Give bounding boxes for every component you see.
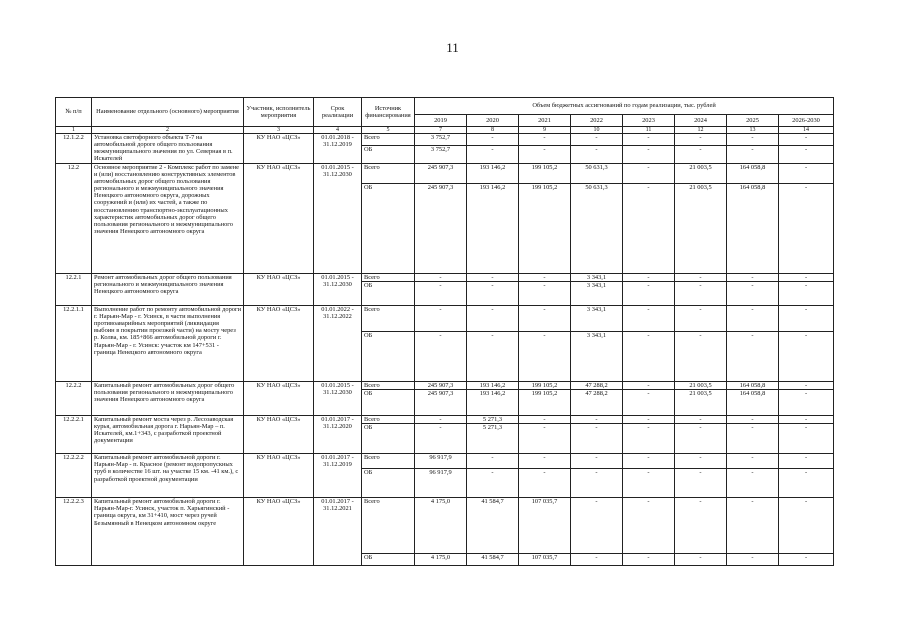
column-number: 12 (675, 127, 727, 134)
funding-source: Всего (362, 454, 415, 469)
column-number: 4 (314, 127, 362, 134)
amount-cell: 41 584,7 (467, 498, 519, 554)
amount-cell: - (727, 424, 779, 454)
amount-cell: 21 003,5 (675, 390, 727, 416)
header-year: 2020 (467, 115, 519, 127)
row-number: 12.2.2 (56, 382, 92, 416)
amount-cell: - (779, 146, 834, 164)
amount-cell: - (675, 282, 727, 306)
amount-cell: - (779, 306, 834, 332)
amount-cell: - (675, 554, 727, 566)
term: 01.01.2017 - 31.12.2021 (314, 498, 362, 566)
table-row (56, 498, 834, 554)
amount-cell: 107 035,7 (519, 554, 571, 566)
amount-cell: - (623, 469, 675, 498)
term: 01.01.2015 - 31.12.2030 (314, 164, 362, 274)
executor: КУ НАО «ЦСЗ» (244, 134, 314, 164)
amount-cell: - (519, 282, 571, 306)
header-year: 2024 (675, 115, 727, 127)
amount-cell: - (675, 306, 727, 332)
amount-cell: - (519, 134, 571, 146)
amount-cell: - (779, 454, 834, 469)
amount-cell: - (779, 390, 834, 416)
amount-cell: - (571, 554, 623, 566)
amount-cell: 50 631,3 (571, 164, 623, 184)
amount-cell: 245 907,3 (415, 390, 467, 416)
amount-cell: - (779, 134, 834, 146)
amount-cell: - (779, 332, 834, 382)
row-number: 12.1.2.2 (56, 134, 92, 164)
amount-cell: - (623, 274, 675, 282)
amount-cell: - (727, 306, 779, 332)
page-number: 11 (446, 40, 459, 55)
amount-cell: 50 631,3 (571, 184, 623, 274)
funding-source: ОБ (362, 554, 415, 566)
amount-cell: 3 343,1 (571, 274, 623, 282)
amount-cell: - (779, 554, 834, 566)
column-number: 13 (727, 127, 779, 134)
amount-cell: 193 146,2 (467, 184, 519, 274)
amount-cell: - (415, 424, 467, 454)
amount-cell: - (623, 382, 675, 390)
header-year: 2023 (623, 115, 675, 127)
table-row (56, 454, 834, 469)
amount-cell: - (623, 554, 675, 566)
amount-cell: - (467, 146, 519, 164)
amount-cell: - (519, 306, 571, 332)
amount-cell: 41 584,7 (467, 554, 519, 566)
table-row (56, 382, 834, 390)
row-number: 12.2.1.1 (56, 306, 92, 382)
table-row (56, 134, 834, 146)
funding-source: Всего (362, 498, 415, 554)
amount-cell: 245 907,3 (415, 184, 467, 274)
amount-cell: - (675, 274, 727, 282)
amount-cell: - (675, 469, 727, 498)
funding-source: ОБ (362, 424, 415, 454)
amount-cell: - (675, 134, 727, 146)
amount-cell: - (727, 146, 779, 164)
amount-cell: - (519, 274, 571, 282)
amount-cell: - (727, 274, 779, 282)
amount-cell: - (623, 164, 675, 184)
amount-cell: 199 105,2 (519, 164, 571, 184)
amount-cell: - (675, 454, 727, 469)
amount-cell: - (727, 498, 779, 554)
amount-cell: 193 146,2 (467, 390, 519, 416)
amount-cell: 47 288,2 (571, 382, 623, 390)
amount-cell: - (571, 498, 623, 554)
row-number: 12.2.1 (56, 274, 92, 306)
amount-cell: - (623, 146, 675, 164)
amount-cell: - (415, 274, 467, 282)
amount-cell: 21 003,5 (675, 164, 727, 184)
amount-cell: - (571, 146, 623, 164)
row-number: 12.2.2.2 (56, 454, 92, 498)
funding-source: Всего (362, 274, 415, 282)
amount-cell: - (779, 282, 834, 306)
amount-cell: - (623, 498, 675, 554)
amount-cell: - (467, 469, 519, 498)
amount-cell: - (623, 306, 675, 332)
amount-cell: 3 752,7 (415, 146, 467, 164)
amount-cell: - (779, 498, 834, 554)
amount-cell: 245 907,3 (415, 382, 467, 390)
amount-cell: 245 907,3 (415, 164, 467, 184)
amount-cell: - (415, 282, 467, 306)
amount-cell: - (519, 332, 571, 382)
row-number: 12.2 (56, 164, 92, 274)
amount-cell: 199 105,2 (519, 390, 571, 416)
amount-cell: - (415, 306, 467, 332)
amount-cell: - (779, 469, 834, 498)
amount-cell: - (675, 146, 727, 164)
funding-source: Всего (362, 134, 415, 146)
amount-cell: 3 752,7 (415, 134, 467, 146)
amount-cell: - (623, 184, 675, 274)
table-row (56, 274, 834, 282)
amount-cell: - (415, 332, 467, 382)
amount-cell: - (467, 282, 519, 306)
amount-cell: 199 105,2 (519, 382, 571, 390)
amount-cell: - (779, 164, 834, 184)
amount-cell: - (727, 416, 779, 424)
executor: КУ НАО «ЦСЗ» (244, 382, 314, 416)
funding-source: Всего (362, 382, 415, 390)
column-number: 14 (779, 127, 834, 134)
column-number: 1 (56, 127, 92, 134)
header-year: 2026-2030 (779, 115, 834, 127)
amount-cell: - (467, 134, 519, 146)
term: 01.01.2015 - 31.12.2030 (314, 382, 362, 416)
amount-cell: - (519, 416, 571, 424)
term: 01.01.2018 - 31.12.2019 (314, 134, 362, 164)
funding-source: ОБ (362, 469, 415, 498)
amount-cell: - (675, 424, 727, 454)
amount-cell: 96 917,9 (415, 454, 467, 469)
funding-source: ОБ (362, 146, 415, 164)
amount-cell: - (727, 134, 779, 146)
amount-cell: 193 146,2 (467, 382, 519, 390)
amount-cell: 107 035,7 (519, 498, 571, 554)
amount-cell: 3 343,1 (571, 282, 623, 306)
funding-source: Всего (362, 306, 415, 332)
header-source: Источник финансирования (362, 98, 415, 127)
header-year: 2022 (571, 115, 623, 127)
amount-cell: 21 003,5 (675, 184, 727, 274)
measure-name: Установка светофорного объекта Т-7 на автомобильной дороге общего пользования межмуниципального значения по ул. Северная в п. Искателей (92, 134, 244, 164)
executor: КУ НАО «ЦСЗ» (244, 306, 314, 382)
amount-cell: - (675, 498, 727, 554)
header-year: 2019 (415, 115, 467, 127)
funding-source: ОБ (362, 184, 415, 274)
amount-cell: 4 175,0 (415, 554, 467, 566)
measure-name: Капитальный ремонт автомобильной дороги г. Нарьян-Мар - п. Красное (ремонт водопропускных труб в количестве 16 шт. на участке 15 км. -41 км.), с разработкой проектной документации (92, 454, 244, 498)
measure-name: Капитальный ремонт моста через р. Лесозаводская курья, автомобильная дорога г. Нарьян-Мар – п. Искателей, км.1+343, с разработкой проектной документации (92, 416, 244, 454)
amount-cell: 96 917,9 (415, 469, 467, 498)
executor: КУ НАО «ЦСЗ» (244, 416, 314, 454)
funding-source: ОБ (362, 282, 415, 306)
amount-cell: - (519, 424, 571, 454)
amount-cell: 47 288,2 (571, 390, 623, 416)
funding-source: Всего (362, 164, 415, 184)
funding-source: Всего (362, 416, 415, 424)
column-number: 5 (362, 127, 415, 134)
amount-cell: - (623, 424, 675, 454)
amount-cell: - (727, 454, 779, 469)
amount-cell: 4 175,0 (415, 498, 467, 554)
row-number: 12.2.2.1 (56, 416, 92, 454)
column-number: 11 (623, 127, 675, 134)
amount-cell: - (571, 416, 623, 424)
amount-cell: 164 058,8 (727, 390, 779, 416)
amount-cell: - (623, 282, 675, 306)
measure-name: Капитальный ремонт автомобильных дорог общего пользования регионального и межмуниципального значения Ненецкого автономного округа (92, 382, 244, 416)
amount-cell: - (623, 416, 675, 424)
term: 01.01.2022 - 31.12.2022 (314, 306, 362, 382)
amount-cell: 193 146,2 (467, 164, 519, 184)
amount-cell: - (623, 454, 675, 469)
header-executor: Участник, исполнитель мероприятия (244, 98, 314, 127)
executor: КУ НАО «ЦСЗ» (244, 274, 314, 306)
amount-cell: - (519, 146, 571, 164)
header-name: Наименование отдельного (основного) мероприятия (92, 98, 244, 127)
amount-cell: 199 105,2 (519, 184, 571, 274)
budget-table (55, 97, 834, 566)
column-number: 9 (519, 127, 571, 134)
amount-cell: - (571, 454, 623, 469)
header-volume: Объем бюджетных ассигнований по годам реализации, тыс. рублей (415, 98, 834, 115)
measure-name: Основное мероприятие 2 - Комплекс работ по замене и (или) восстановлению конструктивных элементов автомобильных дорог общего пользования регионального и межмуниципального значения Ненецкого автономного округа, дорожных сооружений и (или) их частей, а также по восстановлению транспортно-эксплуатационных характеристик автомобильных дорог общего пользования регионального и межмуниципального значения Ненецкого автономного округа (92, 164, 244, 274)
amount-cell: 164 058,8 (727, 382, 779, 390)
executor: КУ НАО «ЦСЗ» (244, 498, 314, 566)
amount-cell: - (727, 554, 779, 566)
amount-cell: 164 058,8 (727, 164, 779, 184)
header-term: Срок реализации (314, 98, 362, 127)
column-number: 10 (571, 127, 623, 134)
amount-cell: - (571, 469, 623, 498)
amount-cell: - (779, 184, 834, 274)
header-year: 2021 (519, 115, 571, 127)
amount-cell: 5 271,3 (467, 416, 519, 424)
table-row (56, 416, 834, 424)
amount-cell: 164 058,8 (727, 184, 779, 274)
column-number: 8 (467, 127, 519, 134)
funding-source: ОБ (362, 332, 415, 382)
column-number: 3 (244, 127, 314, 134)
amount-cell: - (727, 332, 779, 382)
column-number: 7 (415, 127, 467, 134)
amount-cell: - (779, 416, 834, 424)
amount-cell: - (727, 469, 779, 498)
row-number: 12.2.2.3 (56, 498, 92, 566)
amount-cell: 21 003,5 (675, 382, 727, 390)
amount-cell: - (519, 454, 571, 469)
term: 01.01.2017 - 31.12.2020 (314, 416, 362, 454)
amount-cell: - (571, 134, 623, 146)
table-row (56, 164, 834, 184)
column-number: 2 (92, 127, 244, 134)
measure-name: Выполнение работ по ремонту автомобильной дороги г. Нарьян-Мар - г. Усинск, в части выполнения противоаварийных мероприятий (ликвидация выбоин в покрытии проезжей части) на мосту через р. Колва, км. 185+866 автомобильной дороги г. Нарьян-Мар - г. Усинск: участок км 147+531 - граница Ненецкого автономного округа (92, 306, 244, 382)
amount-cell: - (467, 332, 519, 382)
table-row (56, 306, 834, 332)
amount-cell: - (779, 424, 834, 454)
amount-cell: - (467, 274, 519, 282)
amount-cell: 3 343,1 (571, 332, 623, 382)
amount-cell: - (779, 382, 834, 390)
amount-cell: - (675, 332, 727, 382)
header-year: 2025 (727, 115, 779, 127)
amount-cell: 5 271,3 (467, 424, 519, 454)
measure-name: Капитальный ремонт автомобильной дороги г. Нарьян-Мар-г. Усинск, участок п. Харьягинский - граница округа, км 31+410, мост через ручей Безымянный в Ненецком автономном округе (92, 498, 244, 566)
amount-cell: - (675, 416, 727, 424)
amount-cell: 3 343,1 (571, 306, 623, 332)
amount-cell: - (727, 282, 779, 306)
amount-cell: - (623, 134, 675, 146)
amount-cell: - (623, 332, 675, 382)
funding-source: ОБ (362, 390, 415, 416)
term: 01.01.2017 - 31.12.2019 (314, 454, 362, 498)
term: 01.01.2015 - 31.12.2030 (314, 274, 362, 306)
amount-cell: - (415, 416, 467, 424)
measure-name: Ремонт автомобильных дорог общего пользования регионального и межмуниципального значения Ненецкого автономного округа (92, 274, 244, 306)
executor: КУ НАО «ЦСЗ» (244, 164, 314, 274)
amount-cell: - (571, 424, 623, 454)
amount-cell: - (467, 454, 519, 469)
header-num: № п/п (56, 98, 92, 127)
amount-cell: - (623, 390, 675, 416)
amount-cell: - (779, 274, 834, 282)
amount-cell: - (467, 306, 519, 332)
amount-cell: - (519, 469, 571, 498)
executor: КУ НАО «ЦСЗ» (244, 454, 314, 498)
